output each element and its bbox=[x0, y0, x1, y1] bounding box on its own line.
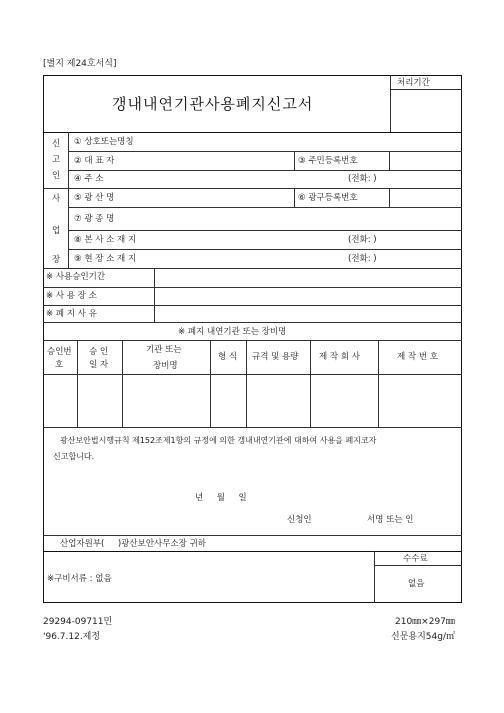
applicant-group-label-3: 인 bbox=[52, 171, 61, 181]
trade-name-label: ① 상호또는명칭 bbox=[74, 137, 134, 147]
business-group-label-2: 업 bbox=[52, 226, 61, 236]
col-engine-name-2: 장비명 bbox=[153, 361, 178, 371]
mining-type-label: ⑦ 광 종 명 bbox=[74, 214, 115, 224]
col-type: 형 식 bbox=[218, 352, 238, 362]
site-location-phone: (전화: ) bbox=[348, 254, 377, 264]
fee-value: 없음 bbox=[408, 579, 425, 589]
head-office-label: ⑧ 본 사 소 재 지 bbox=[74, 235, 137, 245]
col-serial: 제 작 번 호 bbox=[397, 352, 438, 362]
site-location-label: ⑨ 현 장 소 재 지 bbox=[74, 254, 137, 264]
page-title: 갱내내연기관사용폐지신고서 bbox=[112, 95, 314, 113]
abolition-reason-label: ※ 폐 지 사 유 bbox=[46, 309, 97, 319]
mine-name-label: ⑤ 광 산 명 bbox=[74, 193, 115, 203]
business-group-label-1: 사 bbox=[52, 194, 61, 204]
approval-period-label: ※ 사용승인기간 bbox=[46, 272, 106, 282]
attachments-label: ※구비서류 : 없음 bbox=[47, 574, 112, 584]
col-engine-name-1: 기관 또는 bbox=[146, 345, 182, 355]
col-approval-no-1: 승인번 bbox=[47, 347, 72, 357]
form-code: 29294-09711민 bbox=[43, 617, 113, 627]
col-approval-date-2: 일 자 bbox=[89, 360, 109, 370]
col-spec: 규격 및 용량 bbox=[252, 352, 299, 362]
paper-type: 신문용지54g/㎡ bbox=[391, 632, 455, 642]
col-maker: 제 작 회 사 bbox=[319, 352, 360, 362]
equipment-section-title: ※ 폐지 내연기관 또는 장비명 bbox=[178, 327, 287, 337]
applicant-label: 신청인 bbox=[287, 515, 312, 525]
use-place-label: ※ 사 용 장 소 bbox=[46, 291, 97, 301]
resident-number-label: ③ 주민등록번호 bbox=[298, 156, 358, 166]
sign-label: 서명 또는 인 bbox=[367, 515, 414, 525]
head-office-phone: (전화: ) bbox=[348, 235, 377, 245]
fee-label: 수수료 bbox=[403, 554, 428, 564]
addressee: 산업자원부( )광산보안사무소장 귀하 bbox=[60, 539, 207, 549]
declaration-text-line2: 신고합니다. bbox=[53, 452, 95, 461]
declaration-date: 년 월 일 bbox=[195, 493, 247, 503]
col-approval-date-1: 승 인 bbox=[89, 347, 109, 357]
col-approval-no-2: 호 bbox=[55, 360, 64, 370]
paper-size: 210㎜×297㎜ bbox=[395, 617, 455, 627]
representative-label: ② 대 표 자 bbox=[74, 156, 115, 166]
mine-registration-label: ⑥ 광구등록번호 bbox=[298, 193, 358, 203]
applicant-group-label-2: 고 bbox=[52, 155, 61, 165]
form-number: [별지 제24호서식] bbox=[43, 59, 117, 69]
business-group-label-3: 장 bbox=[52, 255, 61, 265]
applicant-group-label-1: 신 bbox=[52, 139, 61, 149]
established-date: '96.7.12.제정 bbox=[43, 632, 101, 642]
declaration-text-line1: 광산보안법시행규칙 제152조제1항의 규정에 의한 갱내내연기관에 대하여 사용을 폐지코자 bbox=[60, 436, 377, 445]
processing-period-label: 처리기간 bbox=[397, 78, 430, 88]
applicant-phone: (전화: ) bbox=[348, 174, 377, 184]
address-label: ④ 주 소 bbox=[74, 174, 104, 184]
